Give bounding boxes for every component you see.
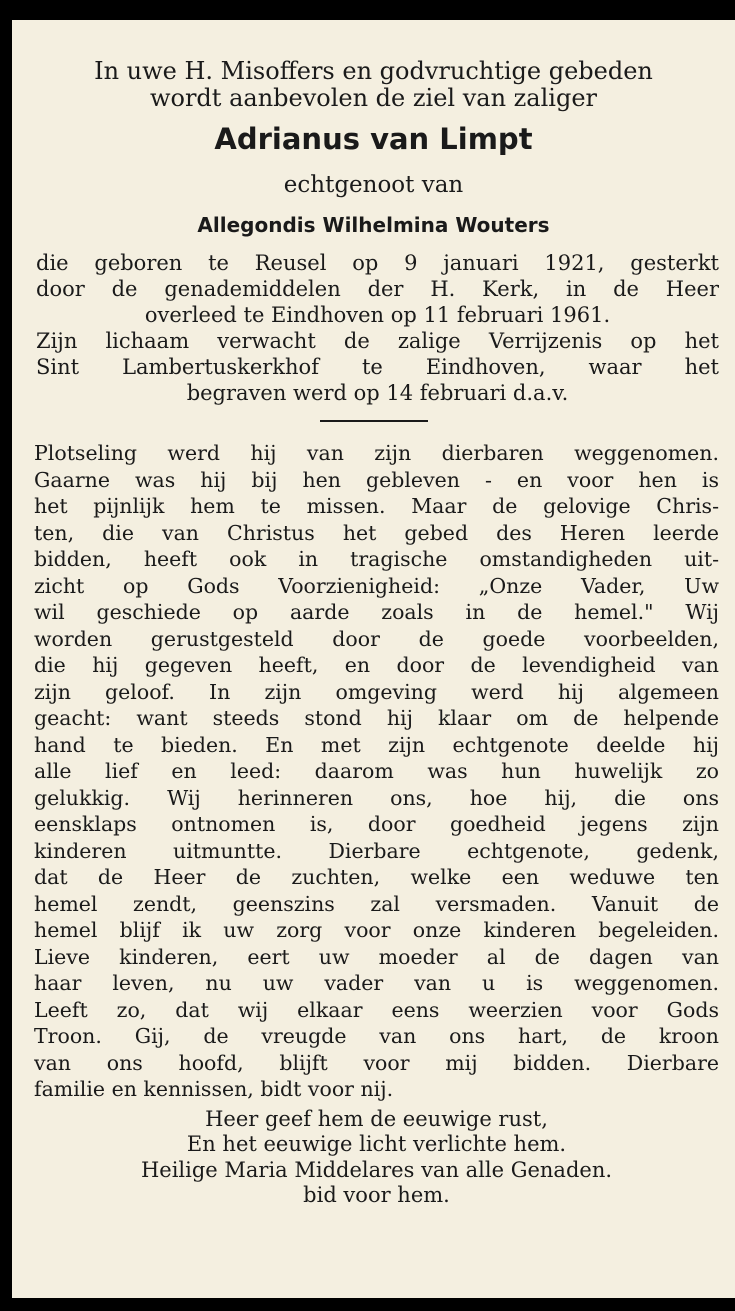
text-line: eensklaps ontnomen is, door goedheid jegens zijn [34, 812, 719, 836]
prayer-line: bid voor hem. [303, 1183, 450, 1207]
text-line: zicht op Gods Voorzienigheid: „Onze Vader, Uw [34, 573, 719, 598]
text-line: gelukkig. Wij herinneren ons, hoe hij, die ons [34, 785, 719, 810]
text-line: Gaarne was hij bij hen gebleven - en voor hen is [34, 467, 719, 492]
deceased-name: Adrianus van Limpt [214, 122, 533, 156]
memorial-card [12, 20, 735, 1298]
biography [36, 250, 719, 406]
text-line: worden gerustgesteld door de goede voorbeelden, [34, 626, 719, 651]
text-line: familie en kennissen, bidt voor nij. [34, 1077, 394, 1101]
memorial-text [34, 440, 719, 1103]
text-line: die hij gegeven heeft, en door de levendigheid van [34, 653, 719, 677]
spouse-name: Allegondis Wilhelmina Wouters [197, 213, 550, 237]
text-line: hand te bieden. En met zijn echtgenote deelde hij [34, 732, 719, 757]
bio-line: die geboren te Reusel op 9 januari 1921, gesterkt [36, 251, 719, 275]
bio-line: begraven werd op 14 februari d.a.v. [186, 381, 569, 405]
text-line: hemel zendt, geenszins zal versmaden. Vanuit de [34, 891, 719, 916]
bio-line: door de genademiddelen der H. Kerk, in de Heer [36, 277, 719, 301]
prayer-line: En het eeuwige licht verlichte hem. [186, 1132, 567, 1156]
section-divider [320, 420, 428, 422]
bio-line: Sint Lambertuskerkhof te Eindhoven, waar het [36, 355, 719, 379]
text-line: dat de Heer de zuchten, welke een weduwe ten [34, 865, 719, 889]
text-line: Leeft zo, dat wij elkaar eens weerzien voor Gods [34, 997, 719, 1022]
text-line: haar leven, nu uw vader van u is weggenomen. [34, 971, 719, 995]
text-line: Lieve kinderen, eert uw moeder al de dagen van [34, 944, 719, 969]
text-line: wil geschiede op aarde zoals in de hemel." Wij [34, 600, 719, 624]
text-line: het pijnlijk hem te missen. Maar de gelovige Chris- [34, 494, 719, 518]
text-line: bidden, heeft ook in tragische omstandigheden uit- [34, 547, 719, 571]
text-line: hemel blijf ik uw zorg voor onze kinderen begeleiden. [34, 918, 719, 942]
text-line: Troon. Gij, de vreugde van ons hart, de kroon [34, 1024, 719, 1048]
prayer-line: Heer geef hem de eeuwige rust, [205, 1106, 548, 1131]
text-line: van ons hoofd, blijft voor mij bidden. Dierbare [34, 1050, 719, 1075]
intro-line: In uwe H. Misoffers en godvruchtige gebeden [94, 57, 653, 85]
closing-prayer [34, 1107, 719, 1209]
spouse-label: echtgenoot van [283, 172, 464, 198]
text-line: Plotseling werd hij van zijn dierbaren weggenomen. [34, 441, 719, 465]
bio-line: Zijn lichaam verwacht de zalige Verrijzenis op het [36, 329, 719, 353]
intro-line: wordt aanbevolen de ziel van zaliger [149, 84, 598, 112]
text-line: ten, die van Christus het gebed des Heren leerde [34, 520, 719, 545]
bio-line: overleed te Eindhoven op 11 februari 1961. [144, 303, 611, 327]
text-line: kinderen uitmuntte. Dierbare echtgenote, gedenk, [34, 838, 719, 863]
prayer-line: Heilige Maria Middelares van alle Genaden. [140, 1157, 613, 1182]
text-line: zijn geloof. In zijn omgeving werd hij algemeen [34, 679, 719, 704]
intro-text [34, 58, 713, 112]
text-line: geacht: want steeds stond hij klaar om de helpende [34, 706, 719, 730]
text-line: alle lief en leed: daarom was hun huwelijk zo [34, 759, 719, 783]
